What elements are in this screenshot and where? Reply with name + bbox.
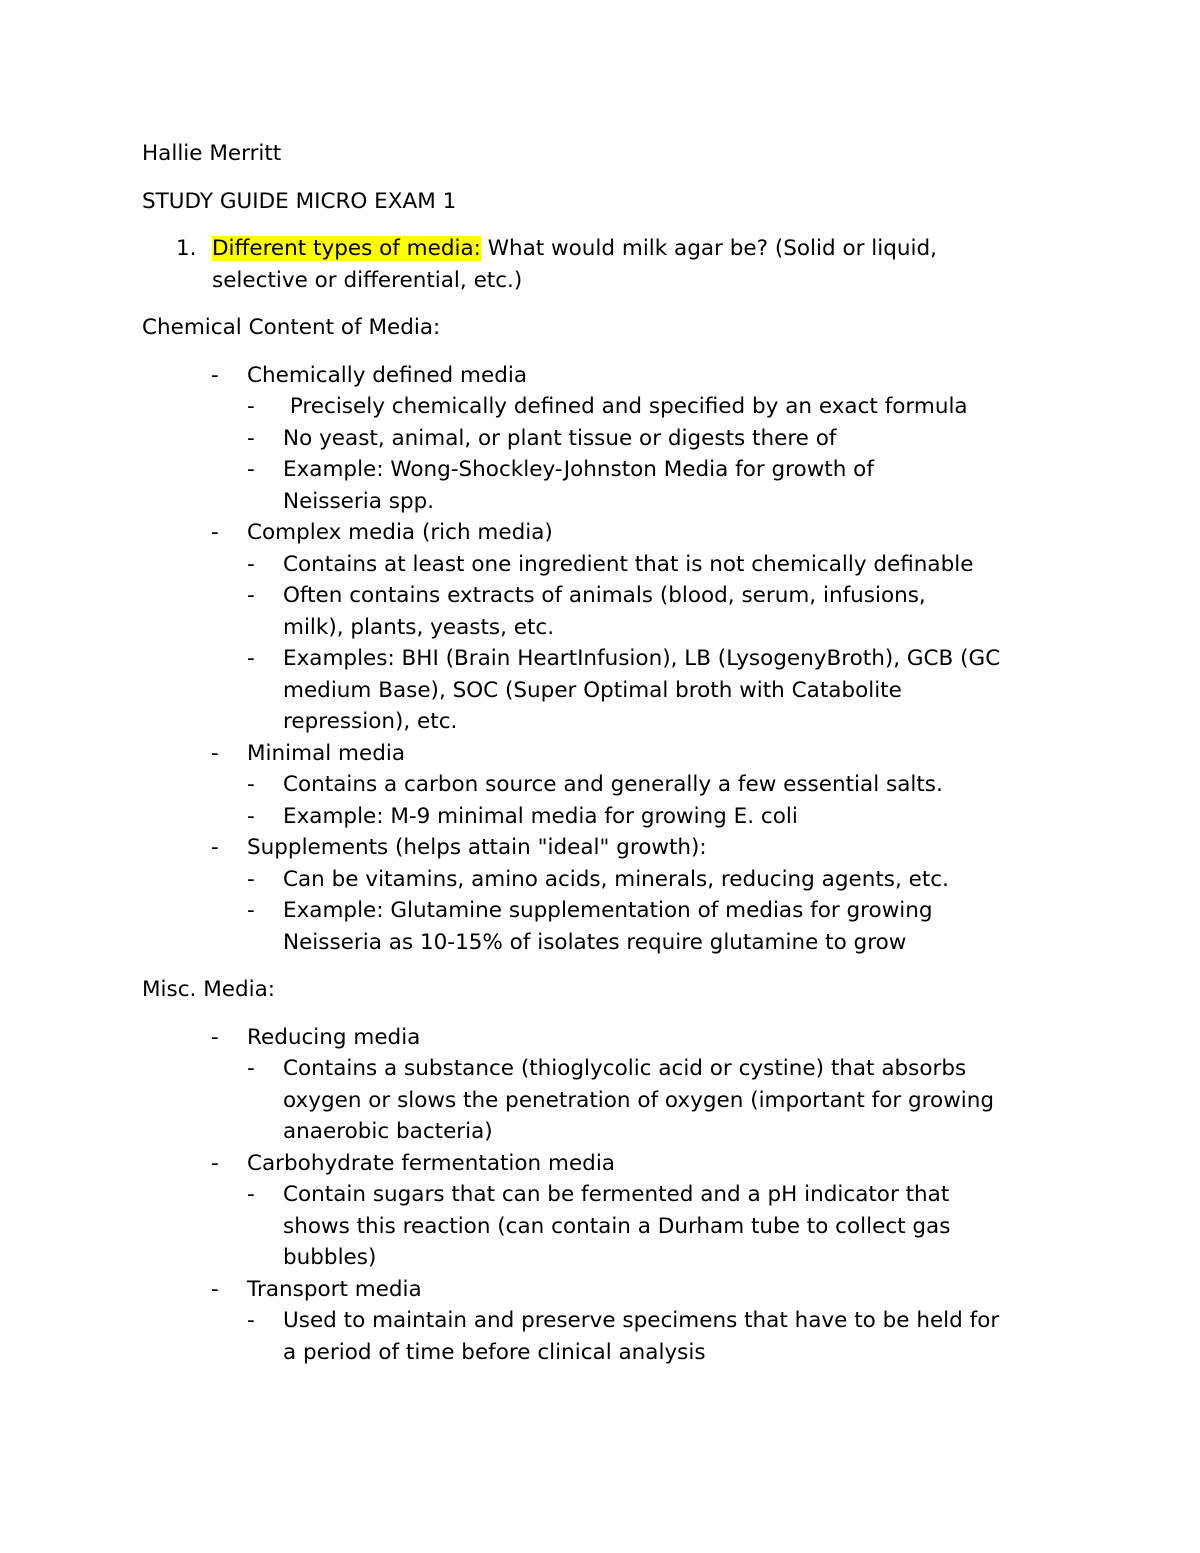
sub-item-text: Precisely chemically defined and specified by an exact formula <box>283 394 968 419</box>
sub-item <box>247 864 1062 896</box>
sub-item <box>247 423 1062 455</box>
sub-item-text: Contains at least one ingredient that is not chemically definable <box>283 551 974 577</box>
bullet-dash: - <box>247 394 255 419</box>
sub-list <box>247 549 1062 738</box>
sub-item <box>247 801 1062 833</box>
section-heading-chemical-content: Chemical Content of Media: <box>142 315 441 340</box>
section-heading-misc-media: Misc. Media: <box>142 977 276 1002</box>
sub-item-text: Example: Wong-Shockley-Johnston Media for growth of Neisseria spp. <box>283 457 874 514</box>
sub-item <box>247 1305 1062 1368</box>
sub-item <box>247 1179 1062 1274</box>
bullet-dash: - <box>247 866 255 892</box>
sub-item <box>247 895 1062 958</box>
bullet-dash: - <box>247 551 255 577</box>
bullet-dash: - <box>211 520 219 545</box>
question-1 <box>142 233 1062 296</box>
list-item-label: Reducing media <box>247 1024 421 1050</box>
sub-item <box>247 391 1062 423</box>
sub-item-text: Contain sugars that can be fermented and a pH indicator that shows this reaction (can contain a Durham tube to collect gas bubbles) <box>283 1182 951 1270</box>
list-item-label: Minimal media <box>247 740 406 766</box>
list-item-carbohydrate-fermentation <box>142 1148 1062 1274</box>
bullet-dash: - <box>211 1150 219 1176</box>
bullet-dash: - <box>211 1276 219 1302</box>
bullet-dash: - <box>247 1182 255 1207</box>
list-item-label: Transport media <box>247 1276 422 1302</box>
sub-list <box>247 1053 1062 1148</box>
sub-item-text: Examples: BHI (Brain HeartInfusion), LB (LysogenyBroth), GCB (GC medium Base), SOC (Super Optimal broth with Catabolite repression), etc. <box>283 646 1001 734</box>
sub-item-text: Often contains extracts of animals (blood, serum, infusions, milk), plants, yeasts, etc. <box>283 583 926 640</box>
bullet-dash: - <box>211 740 219 766</box>
question-line-1 <box>212 233 1062 265</box>
bullet-dash: - <box>247 425 255 451</box>
question-text: What would milk agar be? (Solid or liquid, <box>480 236 937 261</box>
bullet-dash: - <box>247 457 255 482</box>
bullet-dash: - <box>247 583 255 608</box>
sub-list <box>247 1305 1062 1368</box>
sub-item <box>247 454 1062 517</box>
sub-list <box>247 1179 1062 1274</box>
document-title: STUDY GUIDE MICRO EXAM 1 <box>142 188 457 214</box>
sub-item-text: Contains a carbon source and generally a few essential salts. <box>283 772 943 797</box>
sub-item-text: Used to maintain and preserve specimens that have to be held for a period of time before clinical analysis <box>283 1308 1000 1365</box>
bullet-dash: - <box>247 1056 255 1081</box>
bullet-dash: - <box>247 803 255 829</box>
bullet-dash: - <box>211 362 219 388</box>
list-item-reducing-media <box>142 1022 1062 1148</box>
sub-list <box>247 769 1062 832</box>
document-page <box>142 138 1062 1368</box>
list-item-label: Chemically defined media <box>247 362 528 388</box>
section-list-misc-media <box>142 1022 1062 1369</box>
bullet-dash: - <box>247 898 255 923</box>
list-item-label: Carbohydrate fermentation media <box>247 1150 615 1176</box>
section-list-chemical-content <box>142 360 1062 959</box>
question-number: 1. <box>176 236 197 261</box>
sub-item <box>247 1053 1062 1148</box>
bullet-dash: - <box>247 646 255 671</box>
sub-item-text: No yeast, animal, or plant tissue or digests there of <box>283 425 837 451</box>
question-highlight: Different types of media: <box>212 236 481 261</box>
sub-item <box>247 549 1062 581</box>
sub-item-text: Can be vitamins, amino acids, minerals, reducing agents, etc. <box>283 866 949 892</box>
sub-item-text: Example: Glutamine supplementation of medias for growing Neisseria as 10-15% of isolates require glutamine to grow <box>283 898 933 955</box>
bullet-dash: - <box>211 835 219 860</box>
author-name: Hallie Merritt <box>142 141 282 166</box>
sub-item <box>247 769 1062 801</box>
bullet-dash: - <box>247 772 255 797</box>
list-item-transport-media <box>142 1274 1062 1369</box>
bullet-dash: - <box>211 1024 219 1050</box>
list-item-minimal-media <box>142 738 1062 833</box>
question-line-2: selective or differential, etc.) <box>212 267 523 293</box>
list-item-supplements <box>142 832 1062 958</box>
list-item-label: Supplements (helps attain "ideal" growth): <box>247 835 707 860</box>
list-item-label: Complex media (rich media) <box>247 520 553 545</box>
bullet-dash: - <box>247 1308 255 1333</box>
list-item-complex-media <box>142 517 1062 738</box>
sub-item <box>247 643 1062 738</box>
sub-item-text: Contains a substance (thioglycolic acid or cystine) that absorbs oxygen or slows the penetration of oxygen (important for growing anaerobic bacteria) <box>283 1056 995 1144</box>
list-item-chemically-defined <box>142 360 1062 518</box>
sub-list <box>247 864 1062 959</box>
sub-item <box>247 580 1062 643</box>
sub-item-text: Example: M-9 minimal media for growing E. coli <box>283 803 798 829</box>
sub-list <box>247 391 1062 517</box>
